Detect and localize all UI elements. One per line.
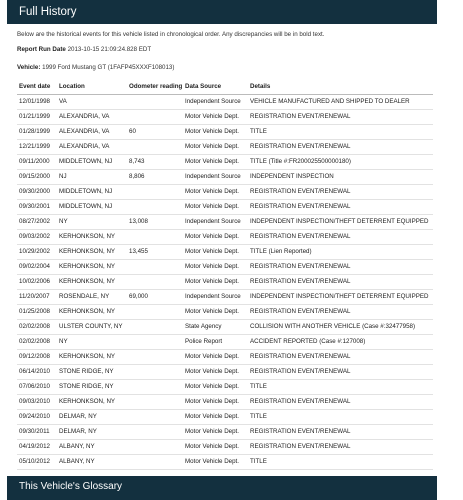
event-date-cell: 04/19/2012	[19, 443, 50, 450]
table-row	[17, 185, 433, 200]
details-cell: TITLE (Lien Reported)	[250, 248, 312, 255]
event-date-cell: 09/24/2010	[19, 413, 50, 420]
vehicle-info	[17, 64, 174, 71]
details-cell: ACCIDENT REPORTED (Case #:127008)	[250, 338, 366, 345]
event-date-cell: 01/28/1999	[19, 128, 50, 135]
data-source-cell: Motor Vehicle Dept.	[185, 383, 239, 390]
section-title: Full History	[19, 6, 77, 18]
table-row	[17, 425, 433, 440]
details-cell: REGISTRATION EVENT/RENEWAL	[250, 398, 351, 405]
event-date-cell: 02/02/2008	[19, 338, 50, 345]
details-cell: REGISTRATION EVENT/RENEWAL	[250, 278, 351, 285]
table-row	[17, 275, 433, 290]
table-row	[17, 350, 433, 365]
location-cell: VA	[59, 98, 67, 105]
glossary-title: This Vehicle's Glossary	[19, 481, 123, 492]
location-cell: ROSENDALE, NY	[59, 293, 110, 300]
location-cell: ULSTER COUNTY, NY	[59, 323, 123, 330]
event-date-cell: 09/11/2000	[19, 158, 50, 165]
odometer-cell: 69,000	[129, 293, 148, 300]
report-run-date-label: Report Run Date	[17, 46, 66, 53]
details-cell: TITLE	[250, 128, 267, 135]
event-date-cell: 09/30/2000	[19, 188, 50, 195]
location-cell: STONE RIDGE, NY	[59, 368, 114, 375]
data-source-cell: Motor Vehicle Dept.	[185, 443, 239, 450]
table-body	[17, 95, 433, 470]
details-cell: REGISTRATION EVENT/RENEWAL	[250, 188, 351, 195]
odometer-cell: 8,806	[129, 173, 145, 180]
event-date-cell: 02/02/2008	[19, 323, 50, 330]
details-cell: REGISTRATION EVENT/RENEWAL	[250, 308, 351, 315]
details-cell: REGISTRATION EVENT/RENEWAL	[250, 143, 351, 150]
table-row	[17, 245, 433, 260]
event-date-cell: 01/25/2008	[19, 308, 50, 315]
table-row	[17, 155, 433, 170]
location-cell: MIDDLETOWN, NJ	[59, 203, 113, 210]
details-cell: COLLISION WITH ANOTHER VEHICLE (Case #:32477958)	[250, 323, 416, 330]
data-source-cell: Motor Vehicle Dept.	[185, 278, 239, 285]
data-source-cell: Motor Vehicle Dept.	[185, 428, 239, 435]
event-date-cell: 06/14/2010	[19, 368, 50, 375]
glossary-header	[7, 476, 437, 500]
details-cell: REGISTRATION EVENT/RENEWAL	[250, 203, 351, 210]
location-cell: KERHONKSON, NY	[59, 398, 116, 405]
event-date-cell: 07/06/2010	[19, 383, 50, 390]
location-cell: DELMAR, NY	[59, 413, 97, 420]
event-date-cell: 09/30/2001	[19, 203, 50, 210]
table-row	[17, 95, 433, 110]
table-row	[17, 230, 433, 245]
table-row	[17, 395, 433, 410]
location-cell: KERHONKSON, NY	[59, 263, 116, 270]
location-cell: KERHONKSON, NY	[59, 248, 116, 255]
details-cell: REGISTRATION EVENT/RENEWAL	[250, 113, 351, 120]
event-date-cell: 09/02/2004	[19, 263, 50, 270]
location-cell: MIDDLETOWN, NJ	[59, 188, 113, 195]
table-row	[17, 455, 433, 470]
data-source-cell: Motor Vehicle Dept.	[185, 413, 239, 420]
table-row	[17, 335, 433, 350]
data-source-cell: Motor Vehicle Dept.	[185, 158, 239, 165]
odometer-cell: 13,008	[129, 218, 148, 225]
details-cell: REGISTRATION EVENT/RENEWAL	[250, 443, 351, 450]
data-source-cell: Motor Vehicle Dept.	[185, 233, 239, 240]
location-cell: DELMAR, NY	[59, 428, 97, 435]
table-row	[17, 125, 433, 140]
data-source-cell: Motor Vehicle Dept.	[185, 368, 239, 375]
details-cell: REGISTRATION EVENT/RENEWAL	[250, 428, 351, 435]
event-date-cell: 09/03/2010	[19, 398, 50, 405]
table-row	[17, 170, 433, 185]
location-cell: ALBANY, NY	[59, 443, 95, 450]
event-date-cell: 10/02/2006	[19, 278, 50, 285]
data-source-cell: State Agency	[185, 323, 222, 330]
details-cell: REGISTRATION EVENT/RENEWAL	[250, 233, 351, 240]
data-source-cell: Motor Vehicle Dept.	[185, 188, 239, 195]
event-date-cell: 08/27/2002	[19, 218, 50, 225]
event-date-cell: 09/15/2000	[19, 173, 50, 180]
intro-text: Below are the historical events for this vehicle listed in chronological order. Any discrepancies will be in bold text.	[17, 31, 325, 38]
event-date-cell: 09/12/2008	[19, 353, 50, 360]
data-source-cell: Motor Vehicle Dept.	[185, 113, 239, 120]
table-row	[17, 110, 433, 125]
data-source-cell: Motor Vehicle Dept.	[185, 248, 239, 255]
data-source-cell: Motor Vehicle Dept.	[185, 203, 239, 210]
vehicle-value: 1999 Ford Mustang GT (1FAFP45XXXF108013)	[42, 64, 175, 71]
data-source-cell: Motor Vehicle Dept.	[185, 128, 239, 135]
data-source-cell: Police Report	[185, 338, 223, 345]
location-cell: NY	[59, 218, 68, 225]
location-cell: KERHONKSON, NY	[59, 308, 116, 315]
column-header-odometer: Odometer reading	[129, 83, 183, 90]
data-source-cell: Independent Source	[185, 98, 241, 105]
report-run-date	[17, 46, 151, 53]
data-source-cell: Motor Vehicle Dept.	[185, 263, 239, 270]
table-row	[17, 440, 433, 455]
details-cell: INDEPENDENT INSPECTION	[250, 173, 334, 180]
event-date-cell: 11/20/2007	[19, 293, 50, 300]
location-cell: ALBANY, NY	[59, 458, 95, 465]
table-row	[17, 290, 433, 305]
column-header-event-date: Event date	[19, 83, 51, 90]
event-date-cell: 09/30/2011	[19, 428, 50, 435]
details-cell: TITLE	[250, 383, 267, 390]
data-source-cell: Independent Source	[185, 173, 241, 180]
location-cell: STONE RIDGE, NY	[59, 383, 114, 390]
location-cell: ALEXANDRIA, VA	[59, 128, 110, 135]
location-cell: KERHONKSON, NY	[59, 353, 116, 360]
event-date-cell: 12/01/1998	[19, 98, 50, 105]
data-source-cell: Independent Source	[185, 218, 241, 225]
details-cell: REGISTRATION EVENT/RENEWAL	[250, 368, 351, 375]
details-cell: INDEPENDENT INSPECTION/THEFT DETERRENT EQUIPPED	[250, 293, 429, 300]
location-cell: KERHONKSON, NY	[59, 278, 116, 285]
table-row	[17, 140, 433, 155]
column-header-details: Details	[250, 83, 271, 90]
details-cell: TITLE	[250, 458, 267, 465]
event-date-cell: 01/21/1999	[19, 113, 50, 120]
event-date-cell: 09/03/2002	[19, 233, 50, 240]
location-cell: NY	[59, 338, 68, 345]
vehicle-label: Vehicle:	[17, 64, 41, 71]
odometer-cell: 60	[129, 128, 136, 135]
event-date-cell: 10/29/2002	[19, 248, 50, 255]
table-row	[17, 365, 433, 380]
report-run-date-value: 2013-10-15 21:09:24.828 EDT	[67, 46, 152, 53]
location-cell: ALEXANDRIA, VA	[59, 113, 110, 120]
history-table	[17, 79, 433, 470]
table-row	[17, 380, 433, 395]
location-cell: NJ	[59, 173, 67, 180]
details-cell: TITLE	[250, 413, 267, 420]
data-source-cell: Motor Vehicle Dept.	[185, 458, 239, 465]
table-row	[17, 215, 433, 230]
data-source-cell: Motor Vehicle Dept.	[185, 143, 239, 150]
column-header-location: Location	[59, 83, 85, 90]
data-source-cell: Independent Source	[185, 293, 241, 300]
table-row	[17, 410, 433, 425]
section-header	[7, 0, 437, 24]
event-date-cell: 12/21/1999	[19, 143, 50, 150]
location-cell: KERHONKSON, NY	[59, 233, 116, 240]
data-source-cell: Motor Vehicle Dept.	[185, 353, 239, 360]
data-source-cell: Motor Vehicle Dept.	[185, 398, 239, 405]
odometer-cell: 13,455	[129, 248, 148, 255]
table-row	[17, 200, 433, 215]
table-row	[17, 305, 433, 320]
details-cell: TITLE (Title #:FR200025500000180)	[250, 158, 351, 165]
column-header-data-source: Data Source	[185, 83, 222, 90]
event-date-cell: 05/10/2012	[19, 458, 50, 465]
location-cell: MIDDLETOWN, NJ	[59, 158, 113, 165]
data-source-cell: Motor Vehicle Dept.	[185, 308, 239, 315]
location-cell: ALEXANDRIA, VA	[59, 143, 110, 150]
odometer-cell: 8,743	[129, 158, 145, 165]
table-row	[17, 260, 433, 275]
table-header-row	[17, 79, 433, 95]
details-cell: REGISTRATION EVENT/RENEWAL	[250, 263, 351, 270]
details-cell: VEHICLE MANUFACTURED AND SHIPPED TO DEALER	[250, 98, 410, 105]
details-cell: REGISTRATION EVENT/RENEWAL	[250, 353, 351, 360]
details-cell: INDEPENDENT INSPECTION/THEFT DETERRENT EQUIPPED	[250, 218, 429, 225]
table-row	[17, 320, 433, 335]
